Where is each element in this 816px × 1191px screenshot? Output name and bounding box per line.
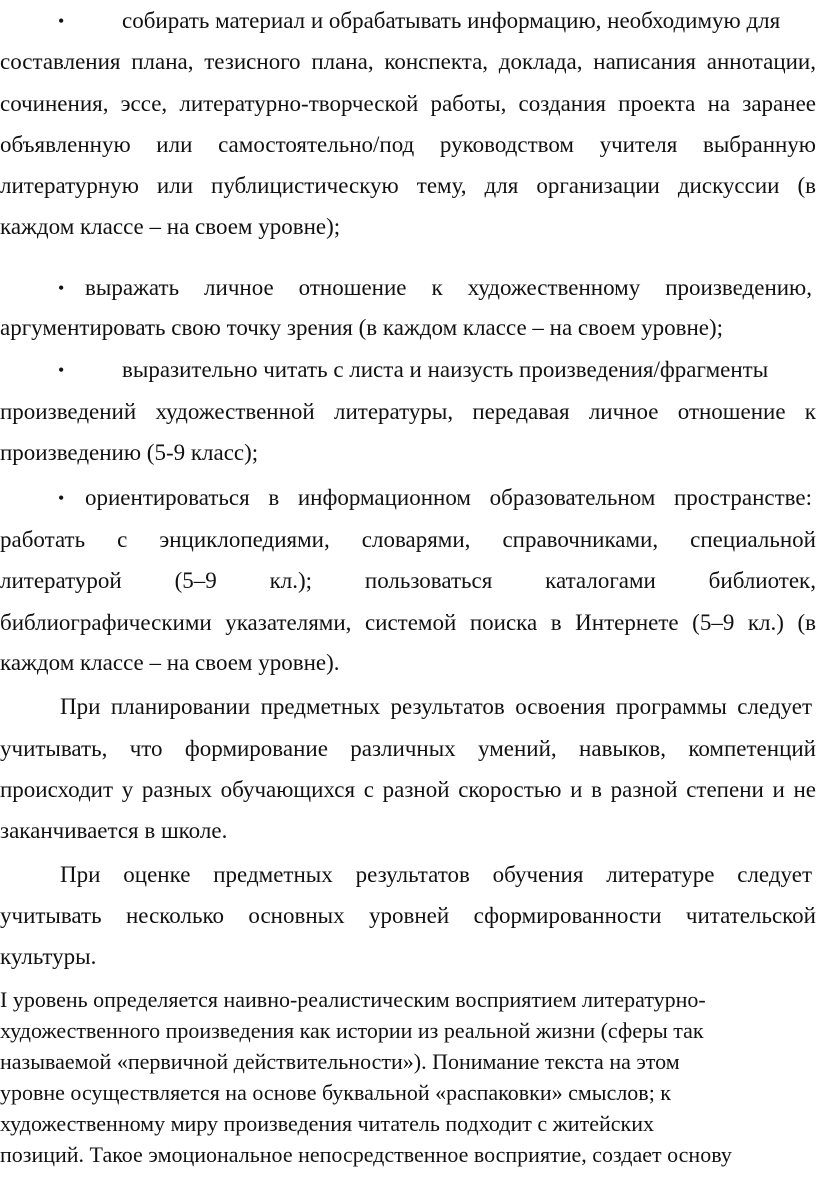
- paragraph-3-line-2: художественного произведения как истории из реальной жизни (сферы так: [0, 1018, 704, 1043]
- paragraph-1-line-3: происходит у разных обучающихся с разной скоростью и в разной степени и не: [0, 777, 816, 802]
- bullet-3-line-2: произведений художественной литературы, передавая личное отношение к: [0, 399, 816, 424]
- paragraph-3-line-4: уровне осуществляется на основе буквальной «распаковки» смыслов; к: [0, 1080, 671, 1105]
- paragraph-3-line-6: позиций. Такое эмоциональное непосредственное восприятие, создает основу: [0, 1142, 732, 1167]
- bullet-1-line-5: литературную или публицистическую тему, для организации дискуссии (в: [0, 173, 816, 198]
- bullet-icon: •: [58, 11, 65, 31]
- paragraph-2-line-1: При оценке предметных результатов обучения литературе следует: [60, 862, 812, 887]
- bullet-4-line-2: работать с энциклопедиями, словарями, справочниками, специальной: [0, 527, 816, 552]
- bullet-1-line-2: составления плана, тезисного плана, конспекта, доклада, написания аннотации,: [0, 49, 816, 74]
- paragraph-3-line-5: художественному миру произведения читатель подходит с житейских: [0, 1111, 654, 1136]
- paragraph-1-line-4: заканчивается в школе.: [0, 818, 228, 843]
- bullet-3-line-3: произведению (5-9 класс);: [0, 440, 259, 465]
- paragraph-3-line-1: I уровень определяется наивно-реалистическим восприятием литературно-: [0, 987, 706, 1012]
- bullet-4-line-1: ориентироваться в информационном образовательном пространстве:: [85, 485, 812, 510]
- bullet-2-line-1: выражать личное отношение к художественному произведению,: [85, 275, 812, 300]
- bullet-1-line-6: каждом классе – на своем уровне);: [0, 214, 341, 239]
- bullet-4-line-4: библиографическими указателями, системой поиска в Интернете (5–9 кл.) (в: [0, 610, 816, 635]
- bullet-1-line-4: объявленную или самостоятельно/под руководством учителя выбранную: [0, 132, 816, 157]
- paragraph-3-line-3: называемой «первичной действительности»). Понимание текста на этом: [0, 1049, 680, 1074]
- bullet-1-line-3: сочинения, эссе, литературно-творческой работы, создания проекта на заранее: [0, 91, 816, 116]
- paragraph-2-line-3: культуры.: [0, 944, 97, 969]
- bullet-2-line-2: аргументировать свою точку зрения (в каждом классе – на своем уровне);: [0, 315, 724, 340]
- paragraph-2-line-2: учитывать несколько основных уровней сформированности читательской: [0, 903, 816, 928]
- bullet-4-line-3: литературой (5–9 кл.); пользоваться каталогами библиотек,: [0, 568, 816, 593]
- bullet-icon: •: [58, 278, 65, 298]
- bullet-1-line-1: собирать материал и обрабатывать информацию, необходимую для: [122, 8, 781, 33]
- bullet-4-line-5: каждом классе – на своем уровне).: [0, 650, 340, 675]
- bullet-icon: •: [58, 488, 65, 508]
- bullet-icon: •: [58, 360, 65, 380]
- paragraph-1-line-2: учитывать, что формирование различных умений, навыков, компетенций: [0, 736, 816, 761]
- paragraph-1-line-1: При планировании предметных результатов освоения программы следует: [60, 694, 812, 719]
- bullet-3-line-1: выразительно читать с листа и наизусть произведения/фрагменты: [122, 357, 769, 382]
